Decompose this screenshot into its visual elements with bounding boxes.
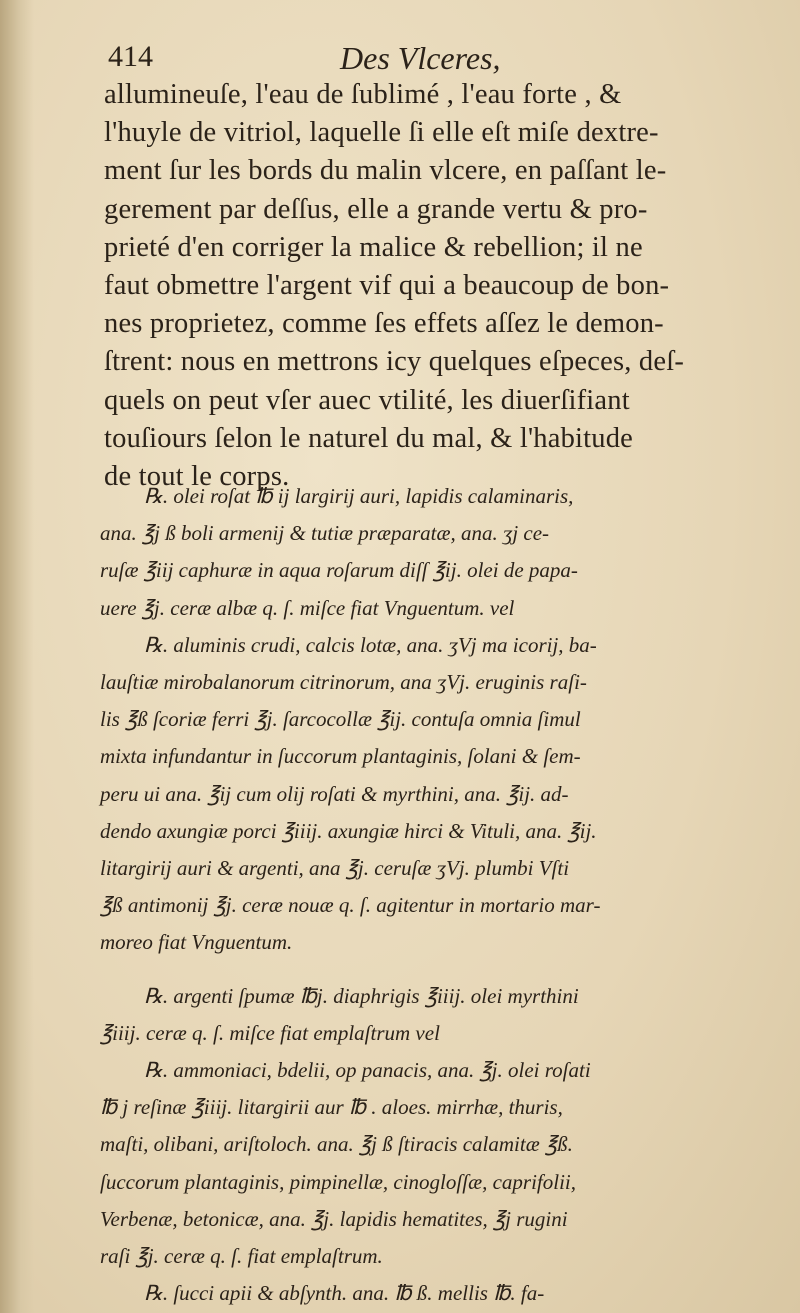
recipe-line: raſi ℥j. ceræ q. ſ. fiat emplaſtrum. (100, 1244, 383, 1269)
recipe-line: peru ui ana. ℥ij cum olij roſati & myrthini, ana. ℥ij. ad- (100, 781, 569, 806)
recipe-line: ℥ß antimonij ℥j. ceræ nouæ q. ſ. agitentur in mortario mar- (100, 893, 601, 918)
page-number: 414 (108, 40, 153, 73)
recipe-line: ℥iiij. ceræ q. ſ. miſce fiat emplaſtrum vel (100, 1020, 440, 1045)
recipe-line: ℞. olei roſat ℔ ij largirij auri, lapidis calaminaris, (144, 484, 574, 508)
recipe-line: maſti, olibani, ariſtoloch. ana. ℥j ß ſtiracis calamitæ ℥ß. (100, 1132, 573, 1157)
text-line: quels on peut vſer auec vtilité, les diuerſifiant (104, 384, 630, 416)
text-line: l'huyle de vitriol, laquelle ſi elle eſt miſe dextre- (104, 117, 659, 149)
recipe-list (100, 478, 780, 1312)
running-title: Des Vlceres, (340, 40, 501, 76)
text-line: faut obmettre l'argent vif qui a beaucoup de bon- (104, 270, 670, 302)
recipe-line: lauſtiæ mirobalanorum citrinorum, ana ʒVj. eruginis raſi- (100, 670, 587, 695)
recipe-line: mixta infundantur in ſuccorum plantaginis, ſolani & ſem- (100, 744, 581, 769)
text-line: de tout le corps. (104, 461, 290, 493)
recipe-line: dendo axungiæ porci ℥iiij. axungiæ hirci & Vituli, ana. ℥ij. (100, 818, 597, 843)
recipe-line: ana. ℥j ß boli armenij & tutiæ præparatæ, ana. ʒj ce- (100, 521, 550, 546)
recipe-line: lis ℥ß ſcoriæ ferri ℥j. ſarcocollæ ℥ij. contuſa omnia ſimul (100, 707, 581, 732)
recipe-line: ℞. argenti ſpumæ ℔j. diaphrigis ℥iiij. olei myrthini (144, 983, 579, 1008)
text-line: touſiours ſelon le naturel du mal, & l'habitude (104, 422, 634, 454)
recipe-line: moreo fiat Vnguentum. (100, 930, 293, 955)
recipe-line: ℞. ammoniaci, bdelii, op panacis, ana. ℥j. olei roſati (144, 1058, 591, 1083)
recipe-line: ℔ j reſinæ ℥iiij. litargirii aur ℔ . aloes. mirrhæ, thuris, (100, 1095, 563, 1120)
recipe-line: ſuccorum plantaginis, pimpinellæ, cinogloſſæ, caprifolii, (100, 1169, 576, 1194)
text-line: nes proprietez, comme ſes effets aſſez le demon- (104, 308, 664, 340)
text-line: ment ſur les bords du malin vlcere, en paſſant le- (104, 155, 667, 187)
recipe-line: litargirij auri & argenti, ana ℥j. ceruſæ ʒVj. plumbi Vſti (100, 856, 570, 881)
recipe-line: Verbenæ, betonicæ, ana. ℥j. lapidis hematites, ℥j rugini (100, 1206, 568, 1231)
recipe-line: uere ℥j. ceræ albæ q. ſ. miſce fiat Vnguentum. vel (100, 595, 515, 620)
recipe-line: ℞. aluminis crudi, calcis lotæ, ana. ʒVj ma icorij, ba- (144, 632, 597, 657)
book-gutter-shadow (0, 0, 34, 1313)
text-line: prieté d'en corriger la malice & rebellion; il ne (104, 231, 643, 263)
recipe-line: ℞. ſucci apii & abſynth. ana. ℔ ß. mellis ℔. fa- (144, 1281, 545, 1306)
text-line: allumineuſe, l'eau de ſublimé , l'eau forte , & (104, 79, 622, 110)
text-line: ſtrent: nous en mettrons icy quelques eſpeces, deſ- (104, 346, 685, 378)
recipe-line: ruſæ ℥iij caphuræ in aqua roſarum diſſ ℥ij. olei de papa- (100, 558, 578, 583)
text-line: gerement par deſſus, elle a grande vertu & pro- (104, 193, 648, 225)
body-paragraph (104, 76, 774, 496)
